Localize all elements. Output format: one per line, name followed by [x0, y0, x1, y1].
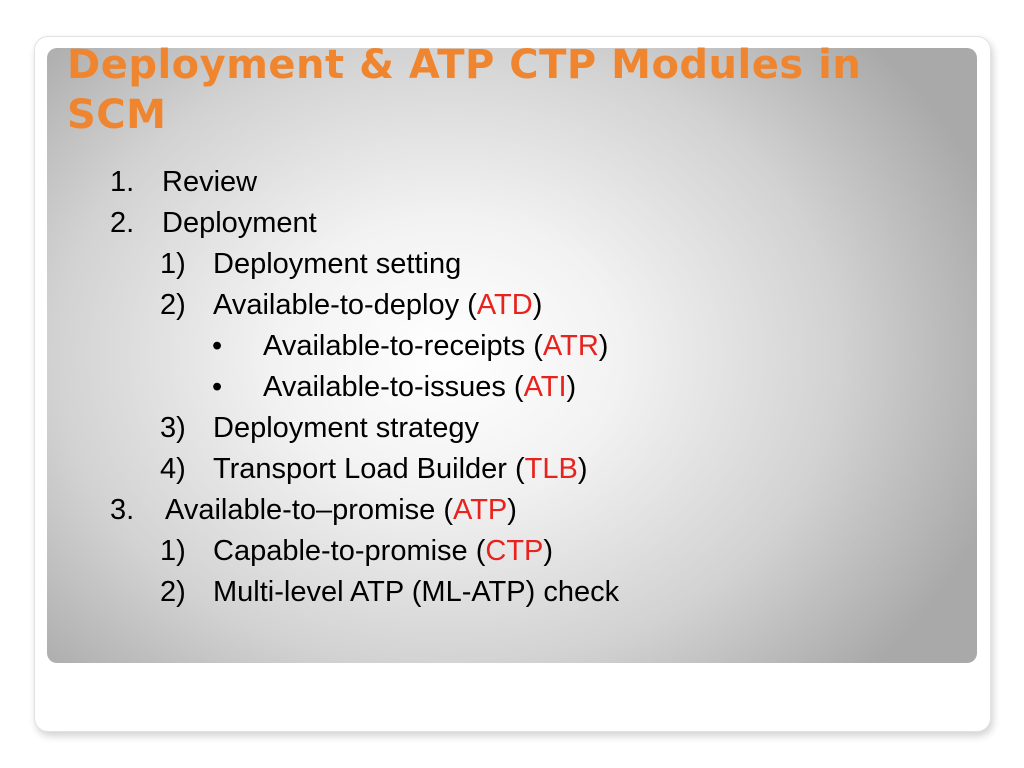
item-text: Deployment setting: [213, 248, 462, 280]
item-marker: 3): [160, 412, 186, 444]
item-text: Deployment: [162, 207, 317, 239]
item-text: Available-to-issues (ATI): [263, 371, 577, 403]
acronym-ctp: CTP: [485, 535, 544, 567]
acronym-ati: ATI: [523, 371, 567, 403]
acronym-tlb: TLB: [524, 453, 578, 485]
item-marker: 4): [160, 453, 186, 485]
slide-title: Deployment & ATP CTP Modules in SCM: [67, 42, 862, 138]
item-marker: 2): [160, 289, 186, 321]
item-text: Available-to-deploy (ATD): [213, 289, 543, 321]
acronym-atd: ATD: [476, 289, 533, 321]
item-text: Transport Load Builder (TLB): [213, 453, 588, 485]
item-marker: 1.: [110, 166, 135, 198]
item-marker: 1): [160, 248, 186, 280]
item-text: Capable-to-promise (CTP): [213, 535, 554, 567]
item-text: Available-to–promise (ATP): [165, 494, 517, 526]
item-text: Review: [162, 166, 258, 198]
acronym-atp: ATP: [453, 494, 508, 526]
item-marker: 1): [160, 535, 186, 567]
item-marker: 3.: [110, 494, 135, 526]
item-text: Deployment strategy: [213, 412, 479, 444]
item-marker: 2.: [110, 207, 135, 239]
item-text: Available-to-receipts (ATR): [263, 330, 609, 362]
item-text: Multi-level ATP (ML-ATP) check: [213, 576, 620, 608]
bullet-marker: •: [212, 330, 223, 362]
item-marker: 2): [160, 576, 186, 608]
acronym-atr: ATR: [542, 330, 599, 362]
bullet-marker: •: [212, 371, 223, 403]
